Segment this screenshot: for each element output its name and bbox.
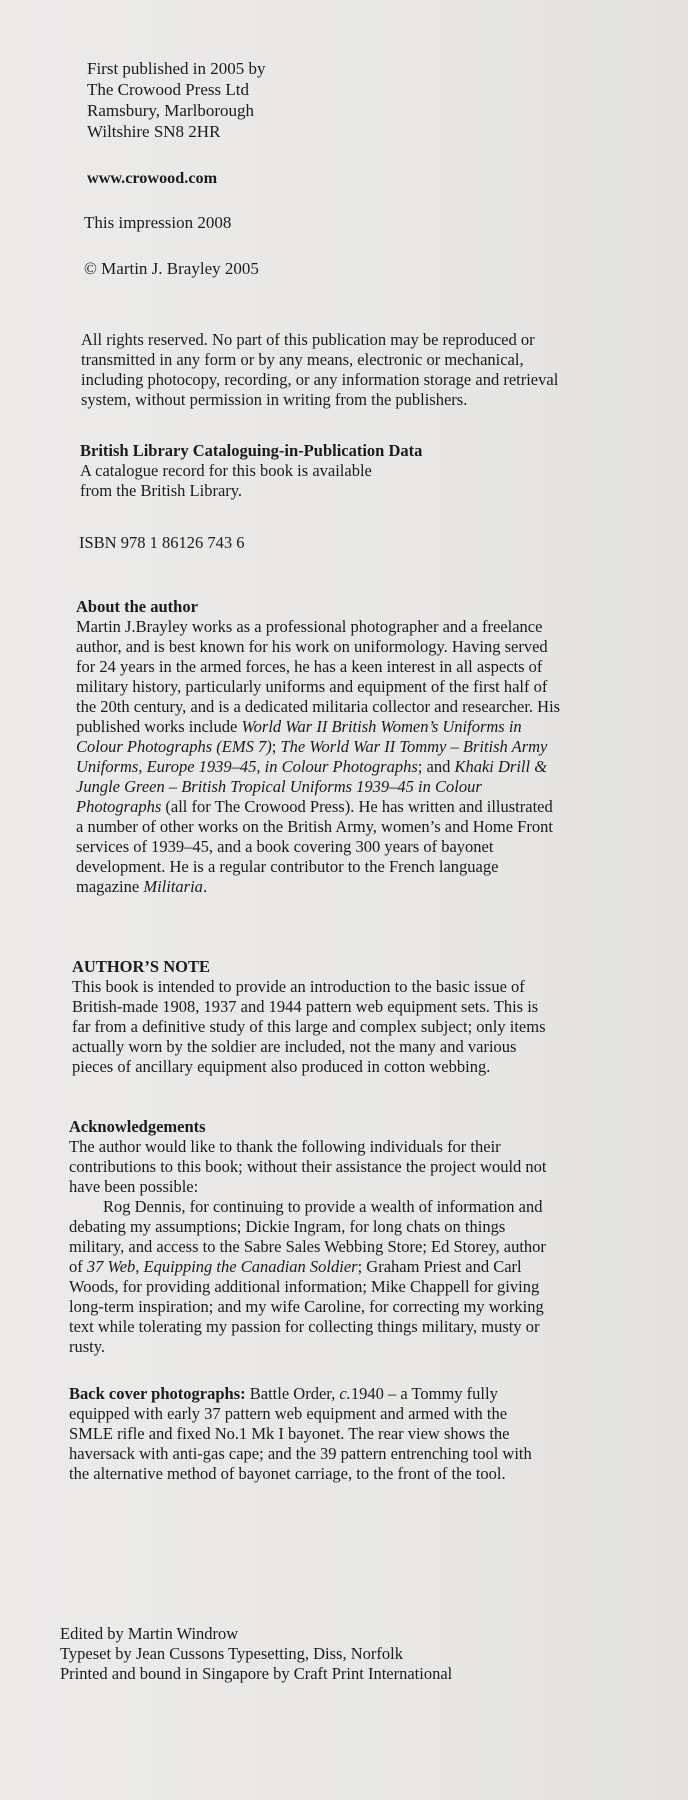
website: www.crowood.com — [87, 169, 218, 187]
back-cover-caption — [69, 1384, 532, 1484]
ack-line: Rog Dennis, for continuing to provide a wealth of information and — [103, 1197, 543, 1216]
cip-block — [80, 441, 422, 501]
isbn: ISBN 978 1 86126 743 6 — [79, 533, 245, 552]
copyright-notice: © Martin J. Brayley 2005 — [84, 259, 259, 278]
about-line: Colour Photographs (EMS 7); The World War II Tommy – British Army — [76, 737, 548, 756]
note-line: far from a definitive study of this large and complex subject; only items — [72, 1017, 546, 1036]
rights-line: All rights reserved. No part of this publication may be reproduced or — [81, 330, 535, 349]
note-line: actually worn by the soldier are included, not the many and various — [72, 1037, 517, 1056]
about-line: the 20th century, and is a dedicated militaria collector and researcher. His — [76, 697, 561, 716]
cip-line: A catalogue record for this book is available — [80, 461, 372, 480]
cover-line: Back cover photographs: Battle Order, c.1940 – a Tommy fully — [69, 1384, 498, 1403]
publisher-line: Ramsbury, Marlborough — [87, 101, 254, 120]
about-line: for 24 years in the armed forces, he has a keen interest in all aspects of — [76, 657, 543, 676]
ack-line: military, and access to the Sabre Sales Webbing Store; Ed Storey, author — [69, 1237, 546, 1256]
about-line: a number of other works on the British Army, women’s and Home Front — [76, 817, 553, 836]
rights-paragraph — [81, 330, 558, 410]
impression: This impression 2008 — [84, 213, 232, 232]
about-line: military history, particularly uniforms and equipment of the first half of — [76, 677, 548, 696]
publisher-line: Wiltshire SN8 2HR — [87, 122, 221, 141]
cover-line: SMLE rifle and fixed No.1 Mk I bayonet. The rear view shows the — [69, 1424, 510, 1443]
about-line: Photographs (all for The Crowood Press). He has written and illustrated — [76, 797, 553, 816]
note-line: pieces of ancillary equipment also produced in cotton webbing. — [72, 1057, 491, 1076]
about-line: author, and is best known for his work on uniformology. Having served — [76, 637, 548, 656]
cover-line: equipped with early 37 pattern web equipment and armed with the — [69, 1404, 508, 1423]
ack-line: Woods, for providing additional information; Mike Chappell for giving — [69, 1277, 540, 1296]
rights-line: including photocopy, recording, or any information storage and retrieval — [81, 370, 559, 389]
ack-line: text while tolerating my passion for collecting things military, musty or — [69, 1317, 540, 1336]
note-line: This book is intended to provide an introduction to the basic issue of — [72, 977, 525, 996]
credit-line: Printed and bound in Singapore by Craft Print International — [60, 1664, 453, 1683]
about-line: Jungle Green – British Tropical Uniforms 1939–45 in Colour — [76, 777, 482, 796]
publisher-line: First published in 2005 by — [87, 59, 266, 78]
ack-line: of 37 Web, Equipping the Canadian Soldier; Graham Priest and Carl — [69, 1257, 522, 1276]
about-author — [76, 597, 560, 897]
publisher-block — [87, 58, 266, 142]
about-line: magazine Militaria. — [76, 877, 208, 896]
about-heading: About the author — [76, 597, 198, 616]
acknowledgements — [69, 1117, 547, 1357]
cip-line: from the British Library. — [80, 481, 243, 500]
cover-line: the alternative method of bayonet carriage, to the front of the tool. — [69, 1464, 506, 1483]
about-line: published works include World War II British Women’s Uniforms in — [76, 717, 522, 736]
about-line: services of 1939–45, and a book covering 300 years of bayonet — [76, 837, 494, 856]
ack-line: debating my assumptions; Dickie Ingram, for long chats on things — [69, 1217, 506, 1236]
rights-line: system, without permission in writing from the publishers. — [81, 390, 468, 409]
ack-line: have been possible: — [69, 1177, 199, 1196]
about-line: Uniforms, Europe 1939–45, in Colour Photographs; and Khaki Drill & — [76, 757, 548, 776]
publisher-line: The Crowood Press Ltd — [87, 80, 249, 99]
production-credits — [60, 1624, 452, 1684]
ack-heading: Acknowledgements — [69, 1117, 206, 1136]
rights-line: transmitted in any form or by any means, electronic or mechanical, — [81, 350, 524, 369]
cover-line: haversack with anti-gas cape; and the 39 pattern entrenching tool with — [69, 1444, 532, 1463]
ack-line: The author would like to thank the following individuals for their — [69, 1137, 501, 1156]
credit-line: Typeset by Jean Cussons Typesetting, Diss, Norfolk — [60, 1644, 403, 1663]
ack-line: rusty. — [69, 1337, 106, 1356]
note-line: British-made 1908, 1937 and 1944 pattern web equipment sets. This is — [72, 997, 539, 1016]
ack-line: long-term inspiration; and my wife Caroline, for correcting my working — [69, 1297, 544, 1316]
cip-heading: British Library Cataloguing-in-Publication Data — [80, 441, 423, 460]
about-line: Martin J.Brayley works as a professional photographer and a freelance — [76, 617, 543, 636]
authors-note — [72, 957, 546, 1077]
ack-line: contributions to this book; without their assistance the project would not — [69, 1157, 547, 1176]
credit-line: Edited by Martin Windrow — [60, 1624, 239, 1643]
about-line: development. He is a regular contributor to the French language — [76, 857, 499, 876]
note-heading: AUTHOR’S NOTE — [72, 957, 210, 976]
